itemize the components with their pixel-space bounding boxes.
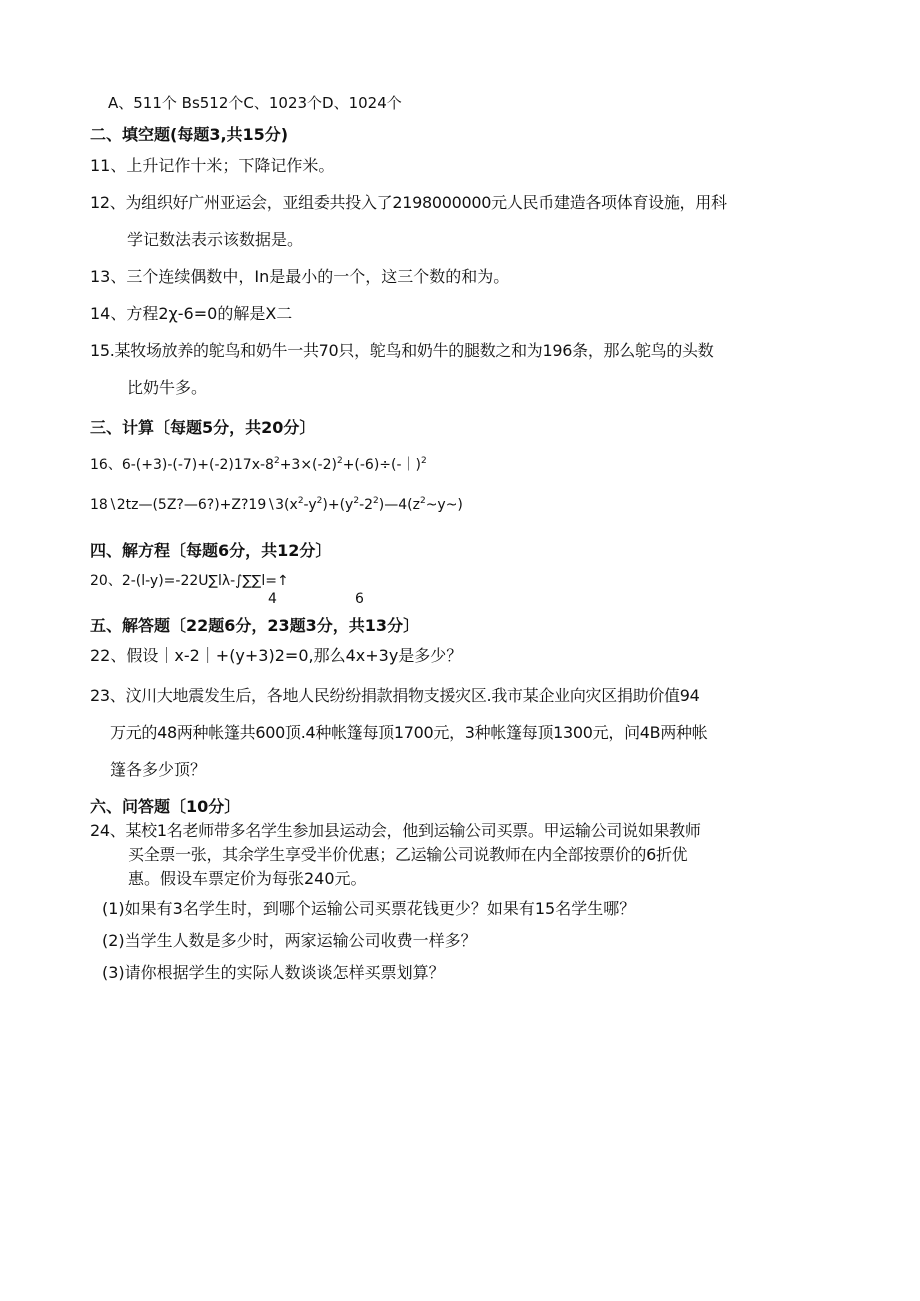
question-24-line1: 24、某校1名老师带多名学生参加县运动会，他到运输公司买票。甲运输公司说如果教师 bbox=[90, 821, 701, 840]
question-11: 11、上升记作十米；下降记作米。 bbox=[90, 156, 335, 175]
question-13: 13、三个连续偶数中，In是最小的一个，这三个数的和为。 bbox=[90, 267, 510, 286]
section-heading-equations: 四、解方程〔每题6分，共12分〕 bbox=[90, 541, 332, 560]
question-20: 20、2-(l-y)=-22U∑lλ-∫∑∑l=↑ bbox=[90, 573, 289, 589]
question-23-line1: 23、汶川大地震发生后，各地人民纷纷捐款捐物支援灾区.我市某企业向灾区捐助价值94 bbox=[90, 686, 700, 705]
question-16: 16、$6-(+3)-(-7)+(-2)17x-8^2+3\times(-2)^2+(-6)\div(-|)^2$ bbox=[90, 456, 427, 473]
options-line: A、511个 Bs512个C、1023个D、1024个 bbox=[108, 94, 402, 112]
question-12-line1: 12、为组织好广州亚运会，亚组委共投入了2198000000元人民币建造各项体育设施，用科 bbox=[90, 193, 727, 212]
fraction-denominator-6: 6 bbox=[355, 591, 364, 607]
question-24-line3: 惠。假设车票定价为每张240元。 bbox=[128, 869, 367, 888]
question-24-sub1: (1)如果有3名学生时，到哪个运输公司买票花钱更少？如果有15名学生哪？ bbox=[102, 899, 636, 918]
question-24-sub2: (2)当学生人数是多少时，两家运输公司收费一样多？ bbox=[102, 931, 477, 950]
question-24-sub3: (3)请你根据学生的实际人数谈谈怎样买票划算？ bbox=[102, 963, 445, 982]
question-23-line3: 篷各多少顶？ bbox=[110, 760, 207, 779]
section-heading-answer: 五、解答题〔22题6分，23题3分，共13分〕 bbox=[90, 616, 420, 635]
question-18-19: $18∖2tz—(5Z?—6?)+Z?19∖3(x^2-y^2)+(y^2-2^2)—4(z^2\sim y\sim)$ bbox=[90, 496, 463, 513]
question-22: 22、假设｜x-2｜+(y+3)2=0,那么4x+3y是多少？ bbox=[90, 646, 463, 665]
section-heading-fill-blank: 二、填空题(每题3,共15分) bbox=[90, 125, 289, 144]
question-23-line2: 万元的48两种帐篷共600顶.4种帐篷每顶1700元，3种帐篷每顶1300元，问4B两种帐 bbox=[110, 723, 708, 742]
question-24-line2: 买全票一张，其余学生享受半价优惠；乙运输公司说教师在内全部按票价的6折优 bbox=[128, 845, 688, 864]
fraction-denominator-4: 4 bbox=[268, 591, 277, 607]
question-15-line2: 比奶牛多。 bbox=[127, 378, 208, 397]
question-12-line2: 学记数法表示该数据是。 bbox=[127, 230, 304, 249]
section-heading-qa: 六、问答题〔10分〕 bbox=[90, 797, 241, 816]
section-heading-calculation: 三、计算〔每题5分，共20分〕 bbox=[90, 418, 316, 437]
question-14: 14、方程2χ-6=0的解是X二 bbox=[90, 304, 293, 323]
question-15-line1: 15.某牧场放养的鸵鸟和奶牛一共70只，鸵鸟和奶牛的腿数之和为196条，那么鸵鸟的头数 bbox=[90, 341, 714, 360]
